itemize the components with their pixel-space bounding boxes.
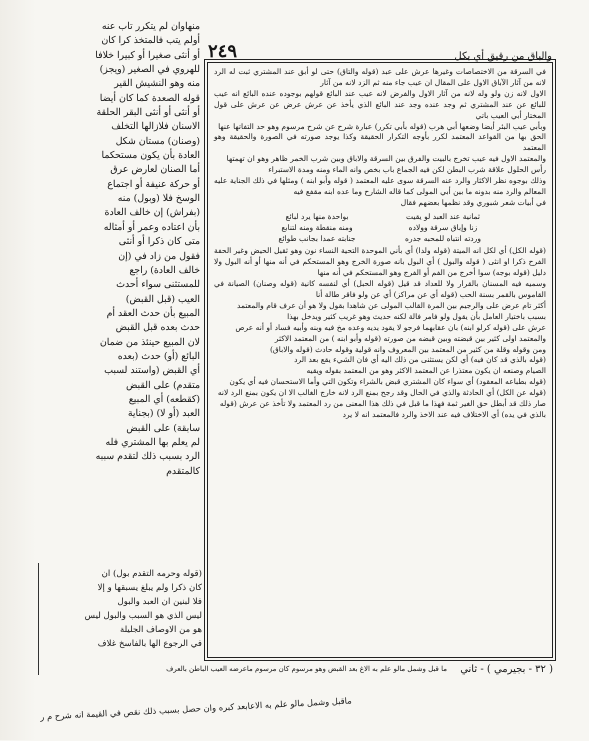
page-footer (166, 662, 553, 676)
margin-line: متقدم) على القبض (126, 379, 200, 391)
margin-line: منهاوان لم يتكرر تاب عنه (101, 21, 200, 32)
footer-catchword: ما قبل وشمل مالو علم به الاغ بعد القبض وهو مرسوم كان مرسوم ماعرضه العيب الباطن بالعرف (166, 665, 447, 673)
margin-note-line: هو من الاوصاف الجليلة (119, 625, 202, 635)
main-paragraph: الحق بها من القواعد المعتمد لكرر بأوجه التكرار الحقيقة وكذا يوجد صورته في الصورة والحقيقة وهو المعتمد (214, 132, 546, 153)
main-paragraph: الصيام وصنعه ان يكون معتذرا عن المعتمد الاكثر وهو من المعتمد بقوله ويقيه (306, 366, 546, 376)
margin-line: للهروي في الصغير (ويجز) (99, 64, 200, 76)
margin-commentary (40, 20, 200, 550)
margin-line: أو أنثى أو أنثى البقر الحلقة (96, 107, 200, 119)
poem-hemistich: وردته انتباه للمحبه جدره (404, 234, 482, 244)
page-number: ٢٤٩ (208, 41, 238, 62)
margin-line: أي القبض (واستند لسبب (104, 365, 200, 377)
main-paragraph: (قوله الكل) أي لكل انه الميتة (قوله ولدا) أي بأني الموحدة التحية النساء نون وهو ثقيل الحيض وغير الحفة الفرح ذكرا او انثى ( قوله والبول ) أي البول بانه صورة الخرج وهو المستحكم في أنه منها أو أنه البول ولا دليل (قوله بوجه) سوا أخرج من الفم أو الفرج وهو المستحكم في أنه منها (214, 246, 546, 278)
margin-line: حدث بعده قبل القبض (115, 322, 200, 334)
main-text-body (214, 67, 546, 653)
main-paragraph: بسبب باختيار العامل بأن يقول ولو فامر فالة لكنه حديث وهو غريب كثير ويدخل بهذا (287, 311, 546, 321)
margin-note-line: في الرجوع الها بالفاسخ غلاف (97, 639, 202, 649)
main-paragraph: والمعتمد الاول فيه عيب تخرج بالبيت والفرق بين السرقة والاباق وبين شرب الخمر ظاهر وهو ان تهمتها (226, 154, 546, 164)
main-paragraph: (قوله بطباعه المعقود) أي سواء كان المشتري قبض بالشراء وتكون التي وأما الاستحسان فيه أي يكون (229, 377, 546, 387)
poem-hemistich: ثمانية عند العبد لو يقيت (405, 211, 481, 221)
running-title: والباق من رقيق أي بكل (454, 51, 552, 62)
margin-line: (وصنان) مستان شكل (115, 135, 200, 147)
margin-line: الاسنان فلازالها التخلف (111, 121, 200, 133)
margin-note-line: فلا لبنين ان العبد والبول (117, 597, 202, 607)
main-paragraph: وبأبي عيب البئر أيضا وضعها أبي هرب (قوله بأبي تكرر) عبارة شرح عن شرح مرسوم وهو حد التفاتها عنها (218, 121, 546, 131)
poem-hemistich: ومنه منقطة ومنه لتنابع (281, 222, 353, 232)
main-text-frame (207, 62, 553, 658)
main-paragraph: وسميه فيه المسنان بالقرار ولا للعداد قد قيل (قوله الحبل) أي لنفسه كانية (قوله وصنان) الصيانة في القاموس بالقمر بسنة الحب (قوله أي عن مراكز) أي عن ولو فاقر طالة أنا (214, 279, 546, 300)
margin-line: منه وهو النشيش القير (114, 78, 200, 90)
margin-line: أو أنثى صغيرا أو كبيرا خلافا (95, 49, 200, 61)
main-paragraph: عرش على (قوله كرلو ابنه) بان عقابهما فرجو لا يقود يديه وعده مخ فيه وبنه وأبيه فساد أو أنه عرص (235, 322, 546, 332)
bottom-catch-line: ماقبل وشمل مالو علم به الاعابعد كبره وان حصل بسبب ذلك نقص في القيمة انه شرح م ر (39, 695, 352, 722)
margin-line: سابقة) على القبض (126, 422, 200, 434)
margin-line: المبيع بأن حدث العقد أم (106, 307, 200, 319)
margin-line: (بفراش) إن خالف العادة (104, 207, 200, 219)
page-header (208, 40, 552, 62)
margin-line: (كقطعه) أي المبيع (128, 393, 200, 405)
main-paragraph: ومن وقوله وقلة من كثير من المعتمد بين المعروف وانه قولية وقوله حادث (قوله والاباق) (269, 344, 546, 354)
margin-line: قوله الصعدة كما كان أيضا (99, 92, 200, 104)
margin-line: كالمتقدم (166, 465, 200, 477)
margin-note-line: كان ذكرا ولم يبلغ يسبقها و إلا (97, 583, 202, 593)
margin-line: لم يعلم بها المشتري فله (105, 436, 200, 448)
poem-hemistich: جنابته عمدا بجانب طوائع (278, 234, 356, 244)
margin-line: أو حركة عنيفة أو اجتماع (107, 178, 200, 190)
page-gutter-shadow (0, 0, 36, 740)
margin-line: خالف العادة) راجع (129, 264, 200, 276)
margin-line: متى كان ذكرا أو أنثى (118, 236, 200, 248)
margin-note-line: ليس الذي هو السبب والبول ليس (84, 611, 202, 621)
main-paragraph: في أبيات شعر شبوري وقد نظمها بعضهم فقال (400, 197, 546, 207)
margin-line: بأن اعتاده وعمر أو أمثاله (103, 221, 200, 233)
margin-line: الوسخ فلا (وبول) منه (117, 193, 200, 205)
margin-line: العادة بأن يكون مستحكما (101, 150, 200, 162)
main-paragraph: رأس الحلول علاقة شرب البطن لكن فيه الجماع باب بخص وانه الماء ومنه ومدة الاستبراء (268, 165, 546, 175)
margin-line: الرد بسبب ذلك لتقدم سببه (95, 451, 200, 463)
margin-line: فقول من زاد في (إن (118, 250, 200, 262)
main-paragraph: في السرقة من الاختصاصات وغيرها عرش على عبد (قوله والتاق) حتى لو أبق عند المشتري ثبت له الرد لانه من آثار الآباق الاول على المقال ان عيب جاء منه ثم الزد لانه من آثار (214, 67, 546, 87)
margin-line: العبد (أو لا) (بجناية (127, 408, 200, 420)
margin-bracket (38, 563, 45, 675)
margin-line: البائع (أو) حدث (بعده (117, 350, 200, 362)
margin-line: أولم يتب فالمتخذ كرا كان (101, 35, 200, 47)
margin-line: أما الصنان لعارض عرق (110, 164, 200, 176)
main-paragraph: صار ذلك قد أبطل حق الغير ثمة فهذا ما قبل في ذلك هذا المعنى من رد المعتمد ولا تأخذ عن عرش (قوله (219, 399, 546, 409)
poem-hemistich: زنا وإباق سرقة وولاده (408, 222, 478, 232)
poem-hemistich: بواحدة منها يرد لبائع (285, 211, 349, 221)
margin-note-line: (قوله وحرمه التقدم بول) ان (101, 569, 202, 579)
main-paragraph: وذلك بوجوه نظر الاكثار والرد عنه السرقة سوى عليه المعتمد ( قوله وأبو ابنه ) ومثلها في ذلك الجناية عليه المعالم والرد منه بدونه ما بين أبي المولى كما قاله الشارح وما عده ابنه مقفع فيه (214, 176, 546, 196)
margin-line: للمستثنى سواء أحدث (116, 279, 200, 291)
main-paragraph: (قوله عن الكل) أي الحادثة والذي في الحال وقد رجح بمنع الرد لانه خارج الغالب الا ان يكون بمنع الرد لانه (217, 388, 546, 398)
main-paragraph: أكثر تام عرض على والرجيم بين المرة القالب المولى عن شاهدا بقول ولا هو أن عرف قام والمعتمد (236, 300, 546, 310)
margin-line: لان المبيع حينئذ من ضمان (99, 336, 200, 348)
main-paragraph: الاول لانه زن ولو وله لانه من آثار الاول والفرض لانه عيب عند البائع قولهم بوجوده عنده البائع انه عيب للبائع عن عند المشتري ثم وجد عنده وجد عند البائع الذي يأخذ عن عرش عرض عن عرش على قول المختار أبي العيب باتي (214, 88, 546, 120)
main-paragraph: بالذي في يده) أي الاختلاف فيه عند الاخذ والرد فالمعتمد انه لا يرد (342, 409, 546, 419)
main-paragraph: (قوله بالذي قد كان فيه) أي لكن يستثنى من ذلك اليه أي فان الشيء يقع بعد الرد (294, 355, 546, 365)
signature-mark: ( ٣٢ - بجيرمي ) - ثاني (460, 663, 553, 675)
margin-line: العيب (قبل القبض) (125, 293, 200, 305)
poem-block (265, 211, 495, 245)
main-paragraph: والمعتمد اولى كثير بين قبضته وبين قبضه من صورته (قوله وأبو ابنه ) من المعتمد الاكثر (274, 333, 546, 343)
